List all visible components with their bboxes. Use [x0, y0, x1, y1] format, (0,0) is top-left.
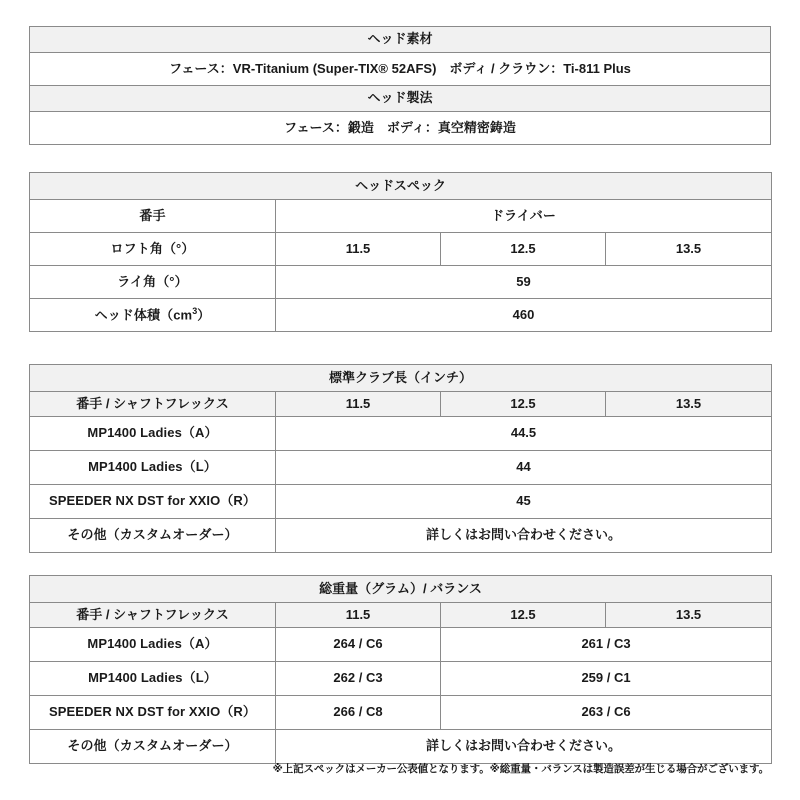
head-construction-header-cell: ヘッド製法	[30, 86, 771, 112]
loft-angle-label: ロフト角（°）	[30, 233, 276, 266]
table-title-row	[30, 576, 772, 603]
table-row	[30, 519, 772, 553]
total-weight-loft-125: 12.5	[441, 603, 606, 628]
club-length-value-mp1400-l: 44	[276, 451, 772, 485]
head-volume-label-superscript: 3	[192, 306, 198, 317]
table-row	[30, 662, 772, 696]
table-row	[30, 233, 772, 266]
total-weight-label-mp1400-l: MP1400 Ladies（L）	[30, 662, 276, 696]
total-weight-value-speeder-nx-125-135: 263 / C6	[441, 696, 772, 730]
table-subheader-row	[30, 603, 772, 628]
table-row	[30, 696, 772, 730]
table-row	[30, 266, 772, 299]
club-length-label-custom-order: その他（カスタムオーダー）	[30, 519, 276, 553]
head-spec-title: ヘッドスペック	[30, 173, 772, 200]
club-length-label-mp1400-l: MP1400 Ladies（L）	[30, 451, 276, 485]
loft-angle-value-135: 13.5	[606, 233, 772, 266]
total-weight-table	[29, 575, 772, 764]
head-volume-label-tail: ）	[197, 307, 211, 323]
total-weight-title: 総重量（グラム）/ バランス	[30, 576, 772, 603]
head-construction-value-cell: フェース：鍛造 ボディ：真空精密鋳造	[30, 112, 771, 145]
table-row	[30, 299, 772, 332]
table-row	[30, 86, 771, 112]
table-row	[30, 730, 772, 764]
head-volume-label	[30, 299, 276, 332]
head-material-header-cell: ヘッド素材	[30, 27, 771, 53]
loft-angle-value-125: 12.5	[441, 233, 606, 266]
table-row	[30, 27, 771, 53]
table-row	[30, 200, 772, 233]
table-title-row	[30, 365, 772, 392]
total-weight-value-speeder-nx-115: 266 / C8	[276, 696, 441, 730]
loft-angle-value-115: 11.5	[276, 233, 441, 266]
club-length-row-header: 番手 / シャフトフレックス	[30, 392, 276, 417]
table-row	[30, 417, 772, 451]
club-length-value-speeder-nx: 45	[276, 485, 772, 519]
club-length-value-custom-order: 詳しくはお問い合わせください。	[276, 519, 772, 553]
head-volume-label-base: ヘッド体積（cm	[94, 307, 193, 323]
table-row	[30, 112, 771, 145]
total-weight-loft-115: 11.5	[276, 603, 441, 628]
total-weight-loft-135: 13.5	[606, 603, 772, 628]
total-weight-value-custom-order: 詳しくはお問い合わせください。	[276, 730, 772, 764]
total-weight-value-mp1400-l-125-135: 259 / C1	[441, 662, 772, 696]
club-length-title: 標準クラブ長（インチ）	[30, 365, 772, 392]
total-weight-row-header: 番手 / シャフトフレックス	[30, 603, 276, 628]
total-weight-label-custom-order: その他（カスタムオーダー）	[30, 730, 276, 764]
club-length-label-mp1400-a: MP1400 Ladies（A）	[30, 417, 276, 451]
table-row	[30, 485, 772, 519]
total-weight-value-mp1400-l-115: 262 / C3	[276, 662, 441, 696]
total-weight-label-speeder-nx: SPEEDER NX DST for XXIO（R）	[30, 696, 276, 730]
table-row	[30, 628, 772, 662]
club-length-table	[29, 364, 772, 553]
spec-footnote: ※上記スペックはメーカー公表値となります。※総重量・バランスは製造誤差が生じる場合がございます。	[272, 763, 769, 775]
club-length-loft-125: 12.5	[441, 392, 606, 417]
total-weight-value-mp1400-a-115: 264 / C6	[276, 628, 441, 662]
total-weight-value-mp1400-a-125-135: 261 / C3	[441, 628, 772, 662]
head-material-table	[29, 26, 771, 145]
total-weight-label-mp1400-a: MP1400 Ladies（A）	[30, 628, 276, 662]
head-spec-row-header: 番手	[30, 200, 276, 233]
lie-angle-label: ライ角（°）	[30, 266, 276, 299]
head-spec-table	[29, 172, 772, 332]
table-subheader-row	[30, 392, 772, 417]
lie-angle-value: 59	[276, 266, 772, 299]
table-title-row	[30, 173, 772, 200]
table-row	[30, 451, 772, 485]
head-material-value-cell: フェース：VR-Titanium (Super-TIX® 52AFS) ボディ / クラウン：Ti-811 Plus	[30, 53, 771, 86]
club-length-label-speeder-nx: SPEEDER NX DST for XXIO（R）	[30, 485, 276, 519]
head-volume-value: 460	[276, 299, 772, 332]
club-length-loft-135: 13.5	[606, 392, 772, 417]
club-length-loft-115: 11.5	[276, 392, 441, 417]
head-spec-club-type: ドライバー	[276, 200, 772, 233]
table-row	[30, 53, 771, 86]
club-length-value-mp1400-a: 44.5	[276, 417, 772, 451]
